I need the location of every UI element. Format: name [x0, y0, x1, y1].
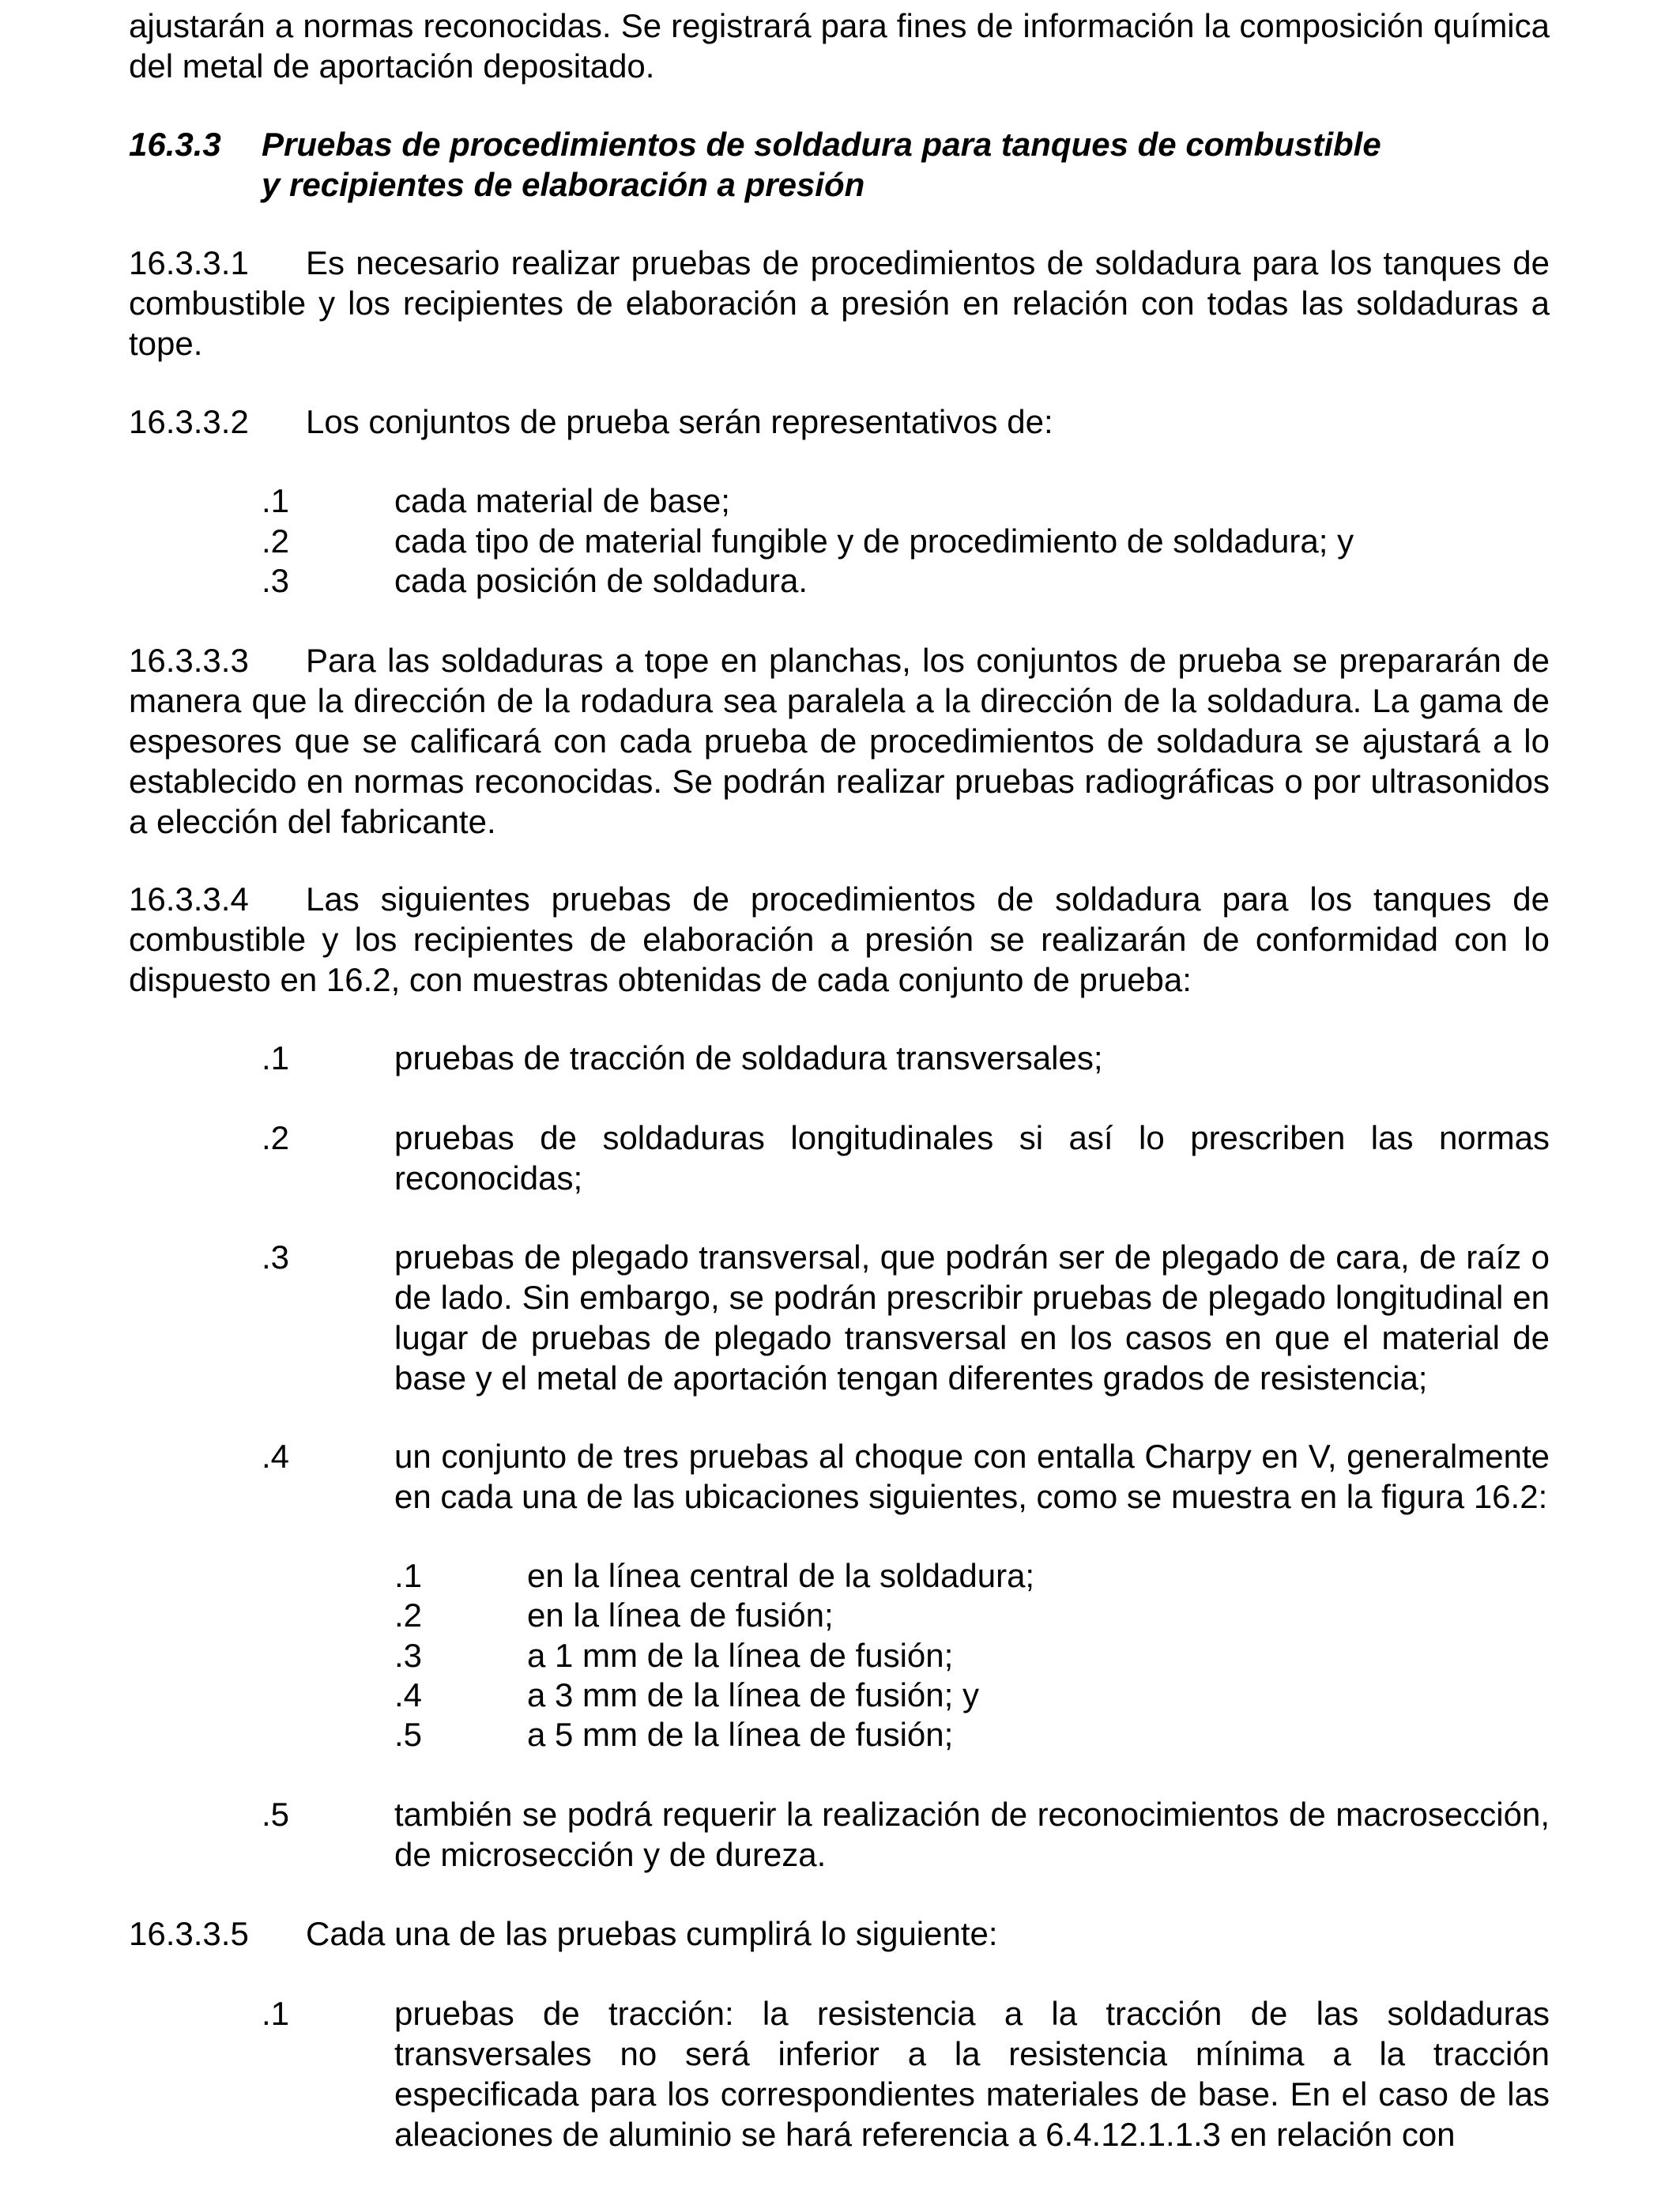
paragraph-number: 16.3.3.4: [129, 880, 249, 918]
paragraph-text: Es necesario realizar pruebas de procedimientos de soldadura para los tanques de combustible y los recipientes de elaboración a presión en relación con todas las soldaduras a tope.: [129, 244, 1550, 362]
sub-list-item-text: en la línea de fusión;: [527, 1596, 834, 1634]
paragraph-number: 16.3.3.1: [129, 244, 249, 281]
list-item-text: pruebas de plegado transversal, que podrán ser de plegado de cara, de raíz o de lado. Sin embargo, se podrán prescribir pruebas de plegado longitudinal en lugar de pruebas de plegado transversal en los casos en que el material de base y el metal de aportación tengan diferentes grados de resistencia;: [394, 1238, 1550, 1397]
sub-list-item-number: .5: [394, 1716, 423, 1753]
sub-list-item-text: en la línea central de la soldadura;: [527, 1557, 1035, 1594]
list-item-number: .3: [262, 562, 290, 599]
paragraph-number: 16.3.3.5: [129, 1915, 249, 1952]
sub-list-item-number: .3: [394, 1637, 423, 1674]
heading-title: [262, 124, 1550, 205]
list-item-text: cada material de base;: [394, 482, 730, 519]
sub-list-item-number: .1: [394, 1557, 423, 1594]
list-item-text: cada tipo de material fungible y de procedimiento de soldadura; y: [394, 522, 1354, 560]
paragraph-16-3-3-1: [129, 243, 1550, 364]
paragraph-number: 16.3.3.3: [129, 642, 249, 679]
paragraph-text: Los conjuntos de prueba serán representativos de:: [306, 403, 1053, 440]
sub-list-item-text: a 3 mm de la línea de fusión; y: [527, 1676, 979, 1713]
list-item-number: .1: [262, 1995, 290, 2032]
paragraph-16-3-3-4: [129, 879, 1550, 1000]
heading-number: 16.3.3: [129, 126, 221, 163]
list-item-text: pruebas de soldaduras longitudinales si así lo prescriben las normas reconocidas;: [394, 1119, 1550, 1197]
list-item-text: cada posición de soldadura.: [394, 562, 808, 599]
paragraph-number: 16.3.3.2: [129, 403, 249, 440]
heading-line-2: y recipientes de elaboración a presión: [262, 166, 865, 203]
list-item-number: .5: [262, 1796, 290, 1833]
sub-list-item-text: a 1 mm de la línea de fusión;: [527, 1637, 954, 1674]
paragraph-16-3-3-2: [129, 401, 1550, 442]
sub-list-item-number: .4: [394, 1676, 423, 1713]
paragraph-16-3-3-3: [129, 640, 1550, 842]
sub-list-item-number: .2: [394, 1596, 423, 1634]
list-item-number: .2: [262, 1119, 290, 1156]
paragraph-text: Las siguientes pruebas de procedimientos de soldadura para los tanques de combustible y los recipientes de elaboración a presión se realizarán de conformidad con lo dispuesto en 16.2, con muestras obtenidas de cada conjunto de prueba:: [129, 880, 1550, 998]
list-item-number: .3: [262, 1238, 290, 1276]
paragraph-text: Cada una de las pruebas cumplirá lo siguiente:: [306, 1915, 998, 1952]
paragraph-16-3-3-5: [129, 1913, 1550, 1954]
sub-list-item-text: a 5 mm de la línea de fusión;: [527, 1716, 954, 1753]
list-item-text: también se podrá requerir la realización de reconocimientos de macrosección, de microsección y de dureza.: [394, 1796, 1550, 1873]
list-item-number: .1: [262, 482, 290, 519]
list-item-number: .2: [262, 522, 290, 560]
list-item-number: .4: [262, 1438, 290, 1475]
paragraph-text: Para las soldaduras a tope en planchas, los conjuntos de prueba se prepararán de manera que la dirección de la rodadura sea paralela a la dirección de la soldadura. La gama de espesores que se calificará con cada prueba de procedimientos de soldadura se ajustará a lo establecido en normas reconocidas. Se podrán realizar pruebas radiográficas o por ultrasonidos a elección del fabricante.: [129, 642, 1550, 840]
list-item-text: un conjunto de tres pruebas al choque con entalla Charpy en V, generalmente en cada una de las ubicaciones siguientes, como se muestra en la figura 16.2:: [394, 1438, 1550, 1515]
list-item-text: pruebas de tracción: la resistencia a la tracción de las soldaduras transversales no será inferior a la resistencia mínima a la tracción especificada para los correspondientes materiales de base. En el caso de las aleaciones de aluminio se hará referencia a 6.4.12.1.1.3 en relación con: [394, 1995, 1550, 2153]
list-item-number: .1: [262, 1039, 290, 1076]
section-heading: [129, 124, 1550, 205]
heading-line-1: Pruebas de procedimientos de soldadura para tanques de combustible: [262, 126, 1381, 163]
list-item-text: pruebas de tracción de soldadura transversales;: [394, 1039, 1103, 1076]
top-paragraph: ajustarán a normas reconocidas. Se registrará para fines de información la composición química del metal de aportación depositado.: [129, 7, 1550, 85]
